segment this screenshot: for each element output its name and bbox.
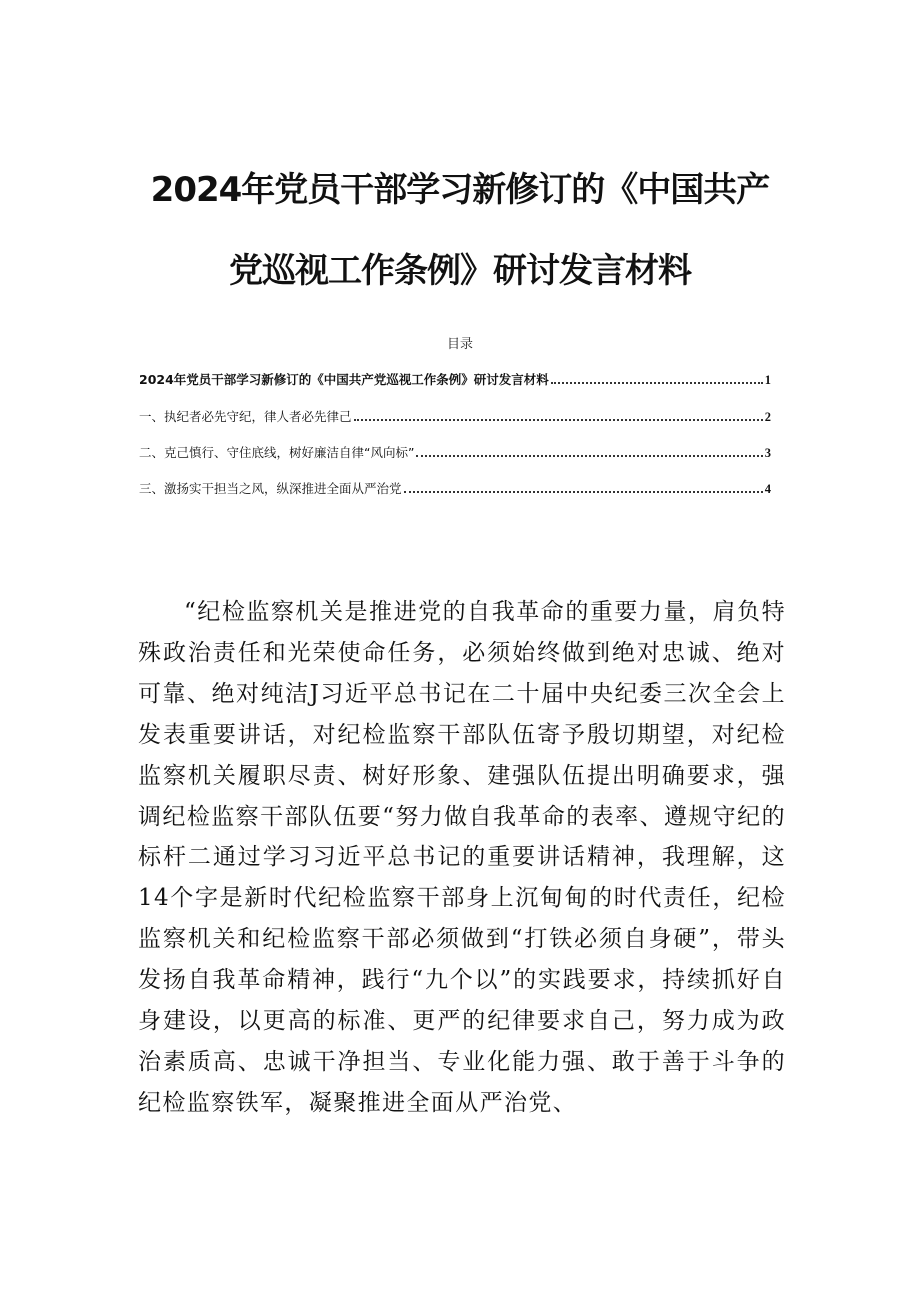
toc-leader-dots bbox=[416, 454, 762, 457]
toc-entry-text: 三、激扬实干担当之风，纵深推进全面从严治党 bbox=[139, 481, 402, 496]
toc-leader-dots bbox=[551, 381, 763, 384]
toc-entry-text: 二、克己慎行、守住底线，树好廉洁自律“风向标” bbox=[139, 445, 415, 460]
toc-entry[interactable] bbox=[139, 441, 771, 461]
toc-entry[interactable] bbox=[139, 405, 771, 425]
toc-heading: 目录 bbox=[446, 337, 473, 352]
toc-entry-text: 一、执纪者必先守纪，律人者必先律己 bbox=[139, 409, 352, 424]
toc-entry-page: 3 bbox=[764, 446, 771, 460]
toc-entry[interactable] bbox=[139, 477, 771, 497]
toc-leader-dots bbox=[404, 490, 763, 493]
table-of-contents bbox=[139, 368, 771, 513]
document-title-line-2: 党巡视工作条例》研讨发言材料 bbox=[229, 251, 691, 291]
document-title-line-1: 2024年党员干部学习新修订的《中国共产 bbox=[150, 170, 770, 210]
toc-entry-text: 2024年党员干部学习新修订的《中国共产党巡视工作条例》研讨发言材料 bbox=[139, 372, 549, 387]
body-paragraph: “纪检监察机关是推进党的自我革命的重要力量，肩负特殊政治责任和光荣使命任务，必须始终做到绝对忠诚、绝对可靠、绝对纯洁J习近平总书记在二十届中央纪委三次全会上发表重要讲话，对纪检监察干部队伍寄予殷切期望，对纪检监察机关履职尽责、树好形象、建强队伍提出明确要求，强调纪检监察干部队伍要“努力做自我革命的表率、遵规守纪的标杆二通过学习习近平总书记的重要讲话精神，我理解，这14个字是新时代纪检监察干部身上沉甸甸的时代责任，纪检监察机关和纪检监察干部必须做到“打铁必须自身硬”，带头发扬自我革命精神，践行“九个以”的实践要求，持续抓好自身建设，以更高的标准、更严的纪律要求自己，努力成为政治素质高、忠诚干净担当、专业化能力强、敢于善于斗争的纪检监察铁军，凝聚推进全面从严治党、 bbox=[138, 599, 786, 1116]
toc-entry-page: 2 bbox=[764, 410, 771, 424]
toc-entry[interactable] bbox=[139, 368, 771, 388]
toc-entry-page: 1 bbox=[764, 373, 771, 387]
toc-entry-page: 4 bbox=[764, 482, 771, 496]
toc-leader-dots bbox=[354, 418, 763, 421]
